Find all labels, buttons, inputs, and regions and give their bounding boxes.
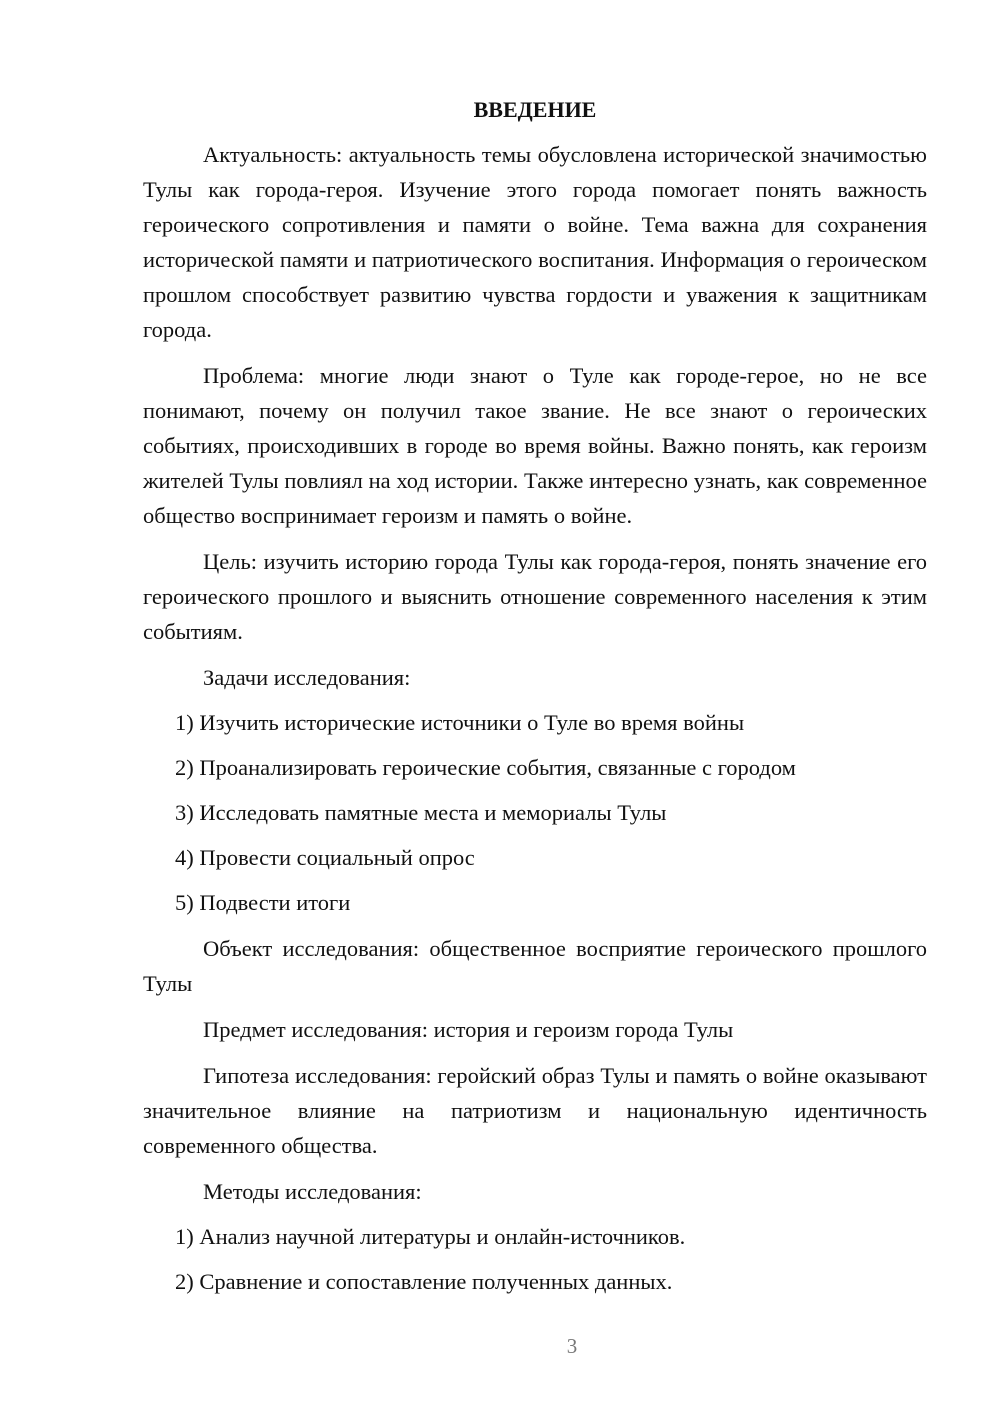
methods-title: Методы исследования: (203, 1179, 422, 1204)
list-item: 1) Изучить исторические источники о Туле во время войны (175, 710, 745, 735)
list-item: 2) Проанализировать героические события, связанные с городом (175, 755, 796, 780)
object-paragraph: Объект исследования: общественное восприятие героического прошлого Тулы (143, 936, 927, 996)
subject-paragraph: Предмет исследования: история и героизм города Тулы (203, 1017, 734, 1042)
list-item: 2) Сравнение и сопоставление полученных данных. (175, 1269, 673, 1294)
tasks-title: Задачи исследования: (203, 665, 411, 690)
relevance-paragraph: Актуальность: актуальность темы обусловлена исторической значимостью Тулы как города-героя. Изучение этого города помогает понять важность героического сопротивления и памяти о войне. Тема важна для сохранения исторической памяти и патриотического воспитания. Информация о героическом прошлом способствует развитию чувства гордости и уважения к защитникам города. (143, 142, 927, 342)
page-number: 3 (566, 1334, 578, 1358)
tasks-list (143, 705, 927, 920)
list-item: 1) Анализ научной литературы и онлайн-источников. (175, 1224, 686, 1249)
section-heading: ВВЕДЕНИЕ (473, 97, 597, 122)
document-page (143, 95, 927, 1299)
list-item: 5) Подвести итоги (175, 890, 351, 915)
problem-paragraph: Проблема: многие люди знают о Туле как городе-герое, но не все понимают, почему он получил такое звание. Не все знают о героических событиях, происходивших в городе во время войны. Важно понять, как героизм жителей Тулы повлиял на ход истории. Также интересно узнать, как современное общество воспринимает героизм и память о войне. (143, 363, 927, 528)
list-item: 4) Провести социальный опрос (175, 845, 475, 870)
hypothesis-paragraph: Гипотеза исследования: геройский образ Тулы и память о войне оказывают значительное влияние на патриотизм и национальную идентичность современного общества. (143, 1063, 927, 1158)
goal-paragraph: Цель: изучить историю города Тулы как города-героя, понять значение его героического прошлого и выяснить отношение современного населения к этим событиям. (143, 549, 927, 644)
list-item: 3) Исследовать памятные места и мемориалы Тулы (175, 800, 667, 825)
methods-list (143, 1219, 927, 1299)
